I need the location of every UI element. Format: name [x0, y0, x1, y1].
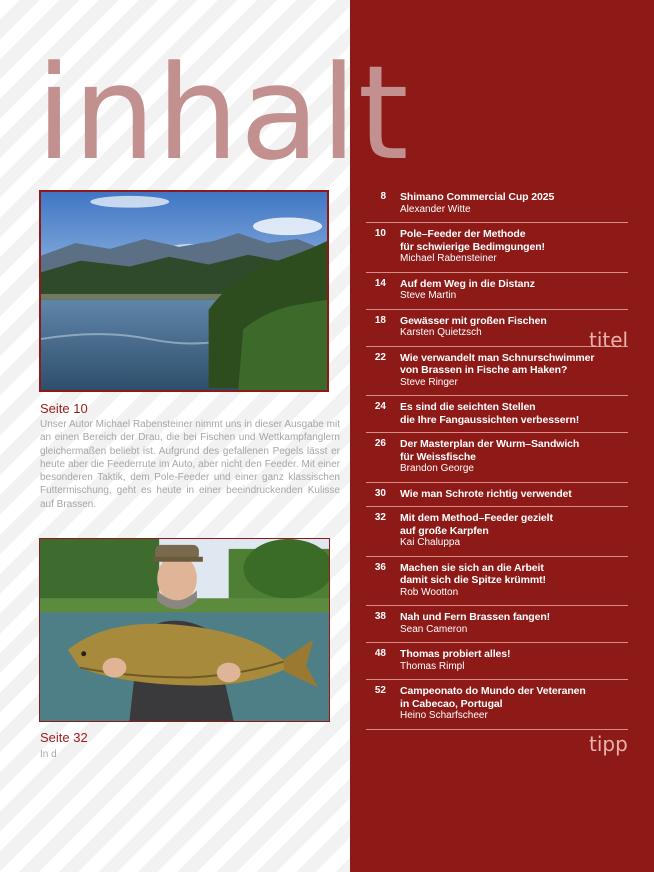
- toc-entry[interactable]: [366, 606, 628, 643]
- toc-article-title: Der Masterplan der Wurm–Sandwich für Weissfische: [400, 438, 580, 463]
- toc-author: Brandon George: [400, 463, 474, 474]
- toc-author: Thomas Rimpl: [400, 660, 465, 672]
- table-of-contents: [366, 186, 628, 730]
- river-mountain-landscape-photo: [39, 190, 329, 392]
- toc-author: Steve Ringer: [400, 376, 458, 388]
- toc-article-title: Shimano Commercial Cup 2025: [400, 191, 555, 203]
- page-title: inhalt: [36, 37, 410, 189]
- toc-page-number: 10: [374, 228, 386, 239]
- toc-article-title: Wie verwandelt man Schnurschwimmer von Brassen in Fische am Haken?: [400, 351, 595, 376]
- toc-entry[interactable]: [366, 483, 628, 508]
- toc-page-number: 52: [374, 685, 386, 696]
- toc-author: Michael Rabensteiner: [400, 253, 497, 264]
- toc-article-title: Mit dem Method–Feeder gezielt auf große Karpfen: [400, 512, 553, 537]
- toc-page-number: 48: [374, 648, 386, 659]
- toc-article-title: Es sind die seichten Stellen die Ihre Fangaussichten verbessern!: [400, 401, 580, 426]
- toc-author: Steve Martin: [400, 290, 457, 301]
- feature-caption-text: Unser Autor Michael Rabensteiner nimmt uns in dieser Ausgabe mit an einen Bereich der Drau, die bei Fischen und Wettkampfanglern gleichermaßen beliebt ist. Aufgrund des gefallenen Pegels lässt er heute aber die Feederrute im Auto, aber nicht den Feeder. Mit einer besonderen Taktik, dem Pole-Feeder und einer ganz klassischen Futtermischung, geht es heute in einer beeindruckenden Kulisse auf Brassen.: [40, 419, 340, 510]
- toc-page-number: 18: [374, 314, 386, 326]
- toc-page-number: 8: [380, 191, 386, 202]
- toc-page-number: 30: [374, 487, 386, 499]
- toc-author: Rob Wootton: [400, 586, 459, 598]
- toc-article-title: Nah und Fern Brassen fangen!: [400, 611, 551, 623]
- toc-article-title: Thomas probiert alles!: [400, 648, 511, 660]
- toc-page-number: 32: [374, 512, 386, 523]
- toc-page-number: 14: [374, 277, 386, 289]
- toc-page-number: 24: [374, 401, 386, 412]
- toc-page-number: 22: [374, 351, 386, 363]
- section-tag-tipp: tipp: [589, 732, 628, 756]
- feature-caption-title: Seite 32: [40, 730, 88, 745]
- toc-entry[interactable]: [366, 223, 628, 273]
- angler-holding-carp-photo: [39, 538, 330, 722]
- toc-author: Heino Scharfscheer: [400, 710, 488, 721]
- toc-entry[interactable]: [366, 273, 628, 310]
- toc-article-title: Wie man Schrote richtig verwendet: [400, 487, 572, 500]
- toc-article-title: Pole–Feeder der Methode für schwierige Bedimgungen!: [400, 228, 545, 253]
- toc-article-title: Campeonato do Mundo der Veteranen in Cabecao, Portugal: [400, 685, 586, 710]
- feature-caption-title: Seite 10: [40, 401, 88, 416]
- section-tag-titel: titel: [589, 328, 629, 352]
- toc-author: Kai Chaluppa: [400, 537, 461, 548]
- toc-entry[interactable]: [366, 680, 628, 730]
- feature-caption-text: In d: [40, 749, 57, 760]
- toc-author: Karsten Quietzsch: [400, 327, 482, 338]
- toc-page-number: 26: [374, 438, 386, 449]
- toc-entry[interactable]: [366, 557, 628, 607]
- toc-author: Alexander Witte: [400, 203, 471, 215]
- toc-entry[interactable]: [366, 643, 628, 680]
- toc-entry[interactable]: [366, 507, 628, 557]
- toc-author: Sean Cameron: [400, 623, 468, 635]
- toc-entry[interactable]: [366, 347, 628, 397]
- toc-entry[interactable]: [366, 433, 628, 483]
- toc-entry[interactable]: [366, 186, 628, 223]
- toc-page-number: 38: [374, 611, 386, 622]
- toc-article-title: Machen sie sich an die Arbeit damit sich die Spitze krümmt!: [400, 561, 546, 586]
- toc-article-title: Auf dem Weg in die Distanz: [400, 277, 535, 290]
- toc-page-number: 36: [374, 561, 386, 573]
- toc-entry[interactable]: [366, 396, 628, 433]
- toc-article-title: Gewässer mit großen Fischen: [400, 314, 547, 327]
